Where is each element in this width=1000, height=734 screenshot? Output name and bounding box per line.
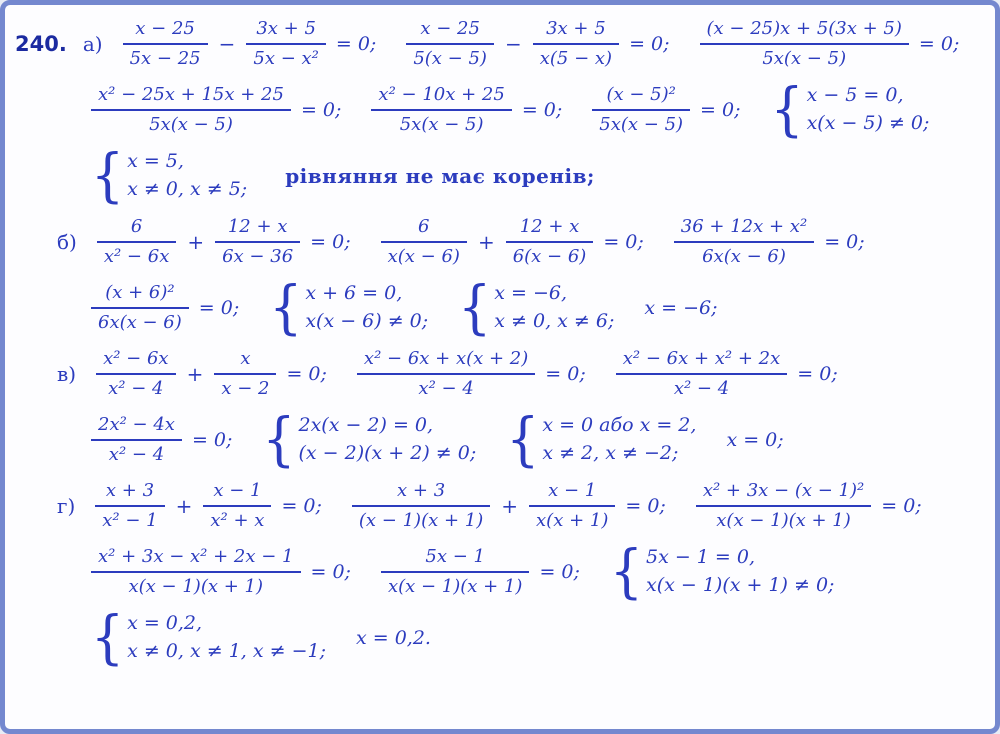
numerator: 5x − 1 xyxy=(425,546,485,568)
operator: + xyxy=(501,494,519,518)
equals-rhs: = 0; xyxy=(625,495,666,517)
fraction xyxy=(246,17,326,70)
fraction xyxy=(357,347,535,400)
numerator: x + 3 xyxy=(105,480,155,502)
curly-brace-icon xyxy=(262,414,295,466)
equals-rhs: = 0; xyxy=(300,99,342,121)
curly-brace-icon xyxy=(458,282,491,334)
numerator: x xyxy=(240,348,251,370)
system xyxy=(262,412,476,467)
system-lines xyxy=(299,412,477,467)
numerator: x² + 3x − x² + 2x − 1 xyxy=(98,546,294,568)
math-line xyxy=(91,543,987,601)
denominator: x(x − 6) xyxy=(381,241,467,269)
equals-rhs: = 0; xyxy=(310,231,351,253)
fraction xyxy=(97,215,177,268)
system-lines xyxy=(305,280,428,335)
curly-brace-icon xyxy=(610,546,643,598)
equals-rhs: = 0; xyxy=(191,429,233,451)
fraction xyxy=(91,413,182,466)
fraction xyxy=(203,479,271,532)
denominator: x² − 4 xyxy=(616,373,788,401)
system-lines xyxy=(127,610,326,665)
denominator: x(x + 1) xyxy=(529,505,615,533)
denominator: x(x − 1)(x + 1) xyxy=(696,505,871,533)
fraction xyxy=(381,545,530,598)
system-line: x = 0,2, xyxy=(127,612,203,635)
fraction xyxy=(529,479,615,532)
equals-rhs: = 0; xyxy=(539,561,580,583)
math-result: x = −6; xyxy=(644,297,718,319)
fraction xyxy=(371,83,511,136)
denominator: 6x − 36 xyxy=(215,241,300,269)
equals-rhs: = 0; xyxy=(918,33,960,55)
denominator: 6(x − 6) xyxy=(506,241,594,269)
solution-body xyxy=(15,15,987,667)
equals-rhs: = 0; xyxy=(824,231,865,253)
system-line: x ≠ 0, x ≠ 6; xyxy=(494,310,615,332)
curly-brace-icon xyxy=(91,612,124,664)
denominator: 5x − 25 xyxy=(123,43,208,71)
denominator: x² − 6x xyxy=(97,241,177,269)
part-label: в) xyxy=(57,362,77,386)
system-line: x(x − 5) ≠ 0; xyxy=(806,112,930,134)
denominator: x − 2 xyxy=(214,373,276,401)
denominator: x(5 − x) xyxy=(533,43,619,71)
system-line: x = 5, xyxy=(127,150,184,173)
denominator: 5x(x − 5) xyxy=(700,43,909,71)
fraction xyxy=(96,347,176,400)
fraction xyxy=(91,83,291,136)
denominator: 5x(x − 5) xyxy=(371,109,511,137)
note-text: рівняння не має коренів; xyxy=(285,164,595,188)
fraction xyxy=(700,17,909,70)
equals-rhs: = 0; xyxy=(335,33,377,55)
system-line: x ≠ 0, x ≠ 5; xyxy=(127,178,248,200)
system xyxy=(91,610,326,665)
numerator: 3x + 5 xyxy=(546,18,606,40)
system-line: x = 0 або x = 2, xyxy=(542,414,697,437)
curly-brace-icon xyxy=(771,84,804,136)
operator: − xyxy=(504,32,522,56)
equals-rhs: = 0; xyxy=(281,495,322,517)
numerator: x² − 6x + x(x + 2) xyxy=(363,348,529,370)
math-line xyxy=(57,213,987,271)
numerator: 3x + 5 xyxy=(256,18,316,40)
system xyxy=(771,82,930,137)
fraction xyxy=(616,347,788,400)
fraction xyxy=(123,17,208,70)
math-line xyxy=(57,477,987,535)
numerator: 12 + x xyxy=(519,216,580,238)
system xyxy=(458,280,614,335)
equals-rhs: = 0; xyxy=(286,363,327,385)
fraction xyxy=(406,17,494,70)
denominator: x² − 4 xyxy=(357,373,535,401)
denominator: 6x(x − 6) xyxy=(674,241,814,269)
denominator: x² + x xyxy=(203,505,271,533)
solution-part xyxy=(15,477,987,667)
denominator: 5x(x − 5) xyxy=(592,109,690,137)
system-lines xyxy=(127,148,247,203)
fraction xyxy=(696,479,871,532)
curly-brace-icon xyxy=(91,150,124,202)
system-lines xyxy=(646,544,834,599)
denominator: x² − 4 xyxy=(96,373,176,401)
equals-rhs: = 0; xyxy=(198,297,240,319)
operator: − xyxy=(218,32,236,56)
operator: + xyxy=(477,230,495,254)
system xyxy=(610,544,835,599)
fraction xyxy=(506,215,594,268)
fraction xyxy=(91,545,301,598)
denominator: 5x − x² xyxy=(246,43,326,71)
operator: + xyxy=(186,362,204,386)
math-line xyxy=(91,411,987,469)
numerator: 36 + 12x + x² xyxy=(680,216,808,238)
numerator: x² − 6x xyxy=(103,348,169,370)
denominator: x(x − 1)(x + 1) xyxy=(91,571,301,599)
system-line: x(x − 6) ≠ 0; xyxy=(305,310,429,332)
system-lines xyxy=(542,412,696,467)
part-label: а) xyxy=(82,32,103,56)
numerator: 12 + x xyxy=(227,216,288,238)
math-result: x = 0; xyxy=(726,429,784,451)
numerator: 6 xyxy=(418,216,430,238)
system-line: x = −6, xyxy=(494,282,568,305)
numerator: (x − 5)² xyxy=(606,84,676,106)
solution-part xyxy=(15,213,987,337)
curly-brace-icon xyxy=(269,282,302,334)
numerator: x² + 3x − (x − 1)² xyxy=(702,480,865,502)
system-lines xyxy=(807,82,930,137)
system-line: x + 6 = 0, xyxy=(305,282,403,305)
numerator: x − 25 xyxy=(420,18,480,40)
system-line: 2x(x − 2) = 0, xyxy=(298,414,434,437)
solution-part xyxy=(15,345,987,469)
numerator: x − 1 xyxy=(548,480,597,502)
equals-rhs: = 0; xyxy=(797,363,838,385)
math-line xyxy=(91,81,987,139)
equals-rhs: = 0; xyxy=(603,231,644,253)
system xyxy=(269,280,428,335)
system xyxy=(91,148,247,203)
equals-rhs: = 0; xyxy=(310,561,351,583)
equals-rhs: = 0; xyxy=(629,33,670,55)
denominator: x² − 1 xyxy=(95,505,164,533)
numerator: x − 1 xyxy=(213,480,262,502)
math-line xyxy=(57,345,987,403)
system-line: 5x − 1 = 0, xyxy=(646,546,756,569)
equals-rhs: = 0; xyxy=(881,495,922,517)
fraction xyxy=(215,215,300,268)
fraction xyxy=(352,479,490,532)
numerator: (x − 25)x + 5(3x + 5) xyxy=(706,18,902,40)
math-line xyxy=(91,279,987,337)
fraction xyxy=(592,83,690,136)
system-line: x(x − 1)(x + 1) ≠ 0; xyxy=(646,574,835,596)
numerator: 2x² − 4x xyxy=(98,414,175,436)
denominator: 5(x − 5) xyxy=(406,43,494,71)
system-line: x − 5 = 0, xyxy=(806,84,904,107)
numerator: x − 25 xyxy=(135,18,195,40)
numerator: x² − 6x + x² + 2x xyxy=(622,348,781,370)
numerator: 6 xyxy=(130,216,143,238)
math-line xyxy=(15,15,987,73)
system-lines xyxy=(494,280,614,335)
fraction xyxy=(95,479,164,532)
math-result: x = 0,2. xyxy=(355,627,431,649)
equals-rhs: = 0; xyxy=(700,99,741,121)
problem-number: 240. xyxy=(15,32,67,56)
system xyxy=(506,412,696,467)
part-label: б) xyxy=(57,230,77,254)
numerator: x² − 10x + 25 xyxy=(378,84,505,106)
system-line: x ≠ 0, x ≠ 1, x ≠ −1; xyxy=(127,640,326,662)
denominator: x² − 4 xyxy=(91,439,182,467)
denominator: (x − 1)(x + 1) xyxy=(352,505,490,533)
fraction xyxy=(533,17,619,70)
numerator: x + 3 xyxy=(397,480,446,502)
numerator: x² − 25x + 15x + 25 xyxy=(98,84,284,106)
operator: + xyxy=(175,494,193,518)
equals-rhs: = 0; xyxy=(545,363,586,385)
math-line xyxy=(91,147,987,205)
math-line xyxy=(91,609,987,667)
operator: + xyxy=(187,230,205,254)
curly-brace-icon xyxy=(506,414,539,466)
denominator: 5x(x − 5) xyxy=(91,109,291,137)
denominator: x(x − 1)(x + 1) xyxy=(381,571,530,599)
fraction xyxy=(91,281,189,334)
denominator: 6x(x − 6) xyxy=(91,307,189,335)
system-line: (x − 2)(x + 2) ≠ 0; xyxy=(298,442,477,464)
fraction xyxy=(214,347,276,400)
system-line: x ≠ 2, x ≠ −2; xyxy=(542,442,679,464)
fraction xyxy=(381,215,467,268)
solution-part xyxy=(15,15,987,205)
numerator: (x + 6)² xyxy=(105,282,175,304)
equals-rhs: = 0; xyxy=(521,99,563,121)
part-label: г) xyxy=(57,494,76,518)
fraction xyxy=(674,215,814,268)
